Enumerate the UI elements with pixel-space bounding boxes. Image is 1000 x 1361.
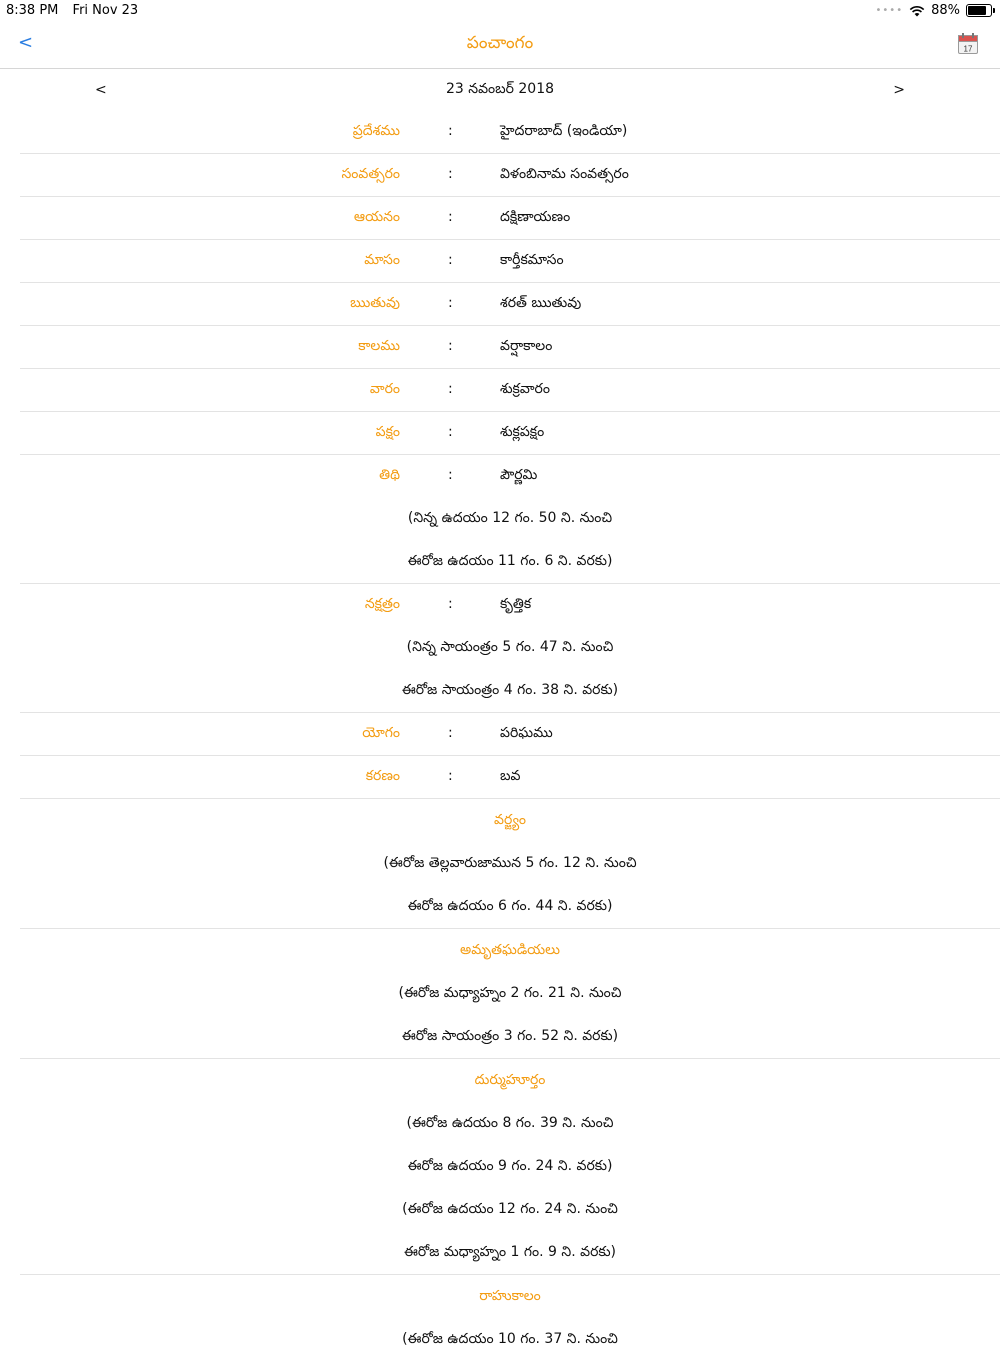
row-value: శుక్లపక్షం bbox=[500, 424, 545, 440]
row-colon: : bbox=[448, 596, 453, 612]
row-value: వర్షాకాలం bbox=[500, 338, 553, 354]
time-range-line: ఈరోజ ఉదయం 6 గం. 44 ని. వరకు) bbox=[407, 898, 613, 914]
time-range-line: (ఈరోజ ఉదయం 10 గం. 37 ని. నుంచి bbox=[402, 1331, 618, 1347]
calendar-icon[interactable] bbox=[958, 33, 978, 54]
row-value: కార్తీకమాసం bbox=[500, 252, 564, 268]
detail-row-varam bbox=[20, 369, 1000, 412]
time-range-line: (నిన్న సాయంత్రం 5 గం. 47 ని. నుంచి bbox=[406, 639, 614, 655]
section-durmuhurtham bbox=[20, 1059, 1000, 1275]
time-range-line: (ఈరోజ తెల్లవారుజామున 5 గం. 12 ని. నుంచి bbox=[383, 855, 637, 871]
time-range-line: ఈరోజ సాయంత్రం 3 గం. 52 ని. వరకు) bbox=[401, 1028, 619, 1044]
battery-icon bbox=[966, 4, 992, 17]
back-button[interactable]: < bbox=[18, 32, 34, 53]
panchangam-list bbox=[20, 111, 1000, 1361]
row-label: ప్రదేశము bbox=[352, 123, 400, 139]
time-range-line: (నిన్న ఉదయం 12 గం. 50 ని. నుంచి bbox=[407, 510, 613, 526]
detail-row-karanam bbox=[20, 756, 1000, 799]
time-range-line: ఈరోజ సాయంత్రం 4 గం. 38 ని. వరకు) bbox=[401, 682, 619, 698]
row-colon: : bbox=[448, 252, 453, 268]
row-colon: : bbox=[448, 467, 453, 483]
row-colon: : bbox=[448, 725, 453, 741]
time-range-line: ఈరోజ మధ్యాహ్నం 1 గం. 9 ని. వరకు) bbox=[403, 1244, 617, 1260]
previous-day-button[interactable]: < bbox=[95, 82, 107, 98]
row-label: ఆయనం bbox=[353, 209, 400, 225]
date-selector bbox=[0, 69, 1000, 111]
row-label: మాసం bbox=[364, 252, 400, 268]
row-value: పరిఘము bbox=[500, 725, 553, 741]
time-range-line: (ఈరోజ మధ్యాహ్నం 2 గం. 21 ని. నుంచి bbox=[398, 985, 622, 1001]
section-varjyam bbox=[20, 799, 1000, 929]
row-colon: : bbox=[448, 166, 453, 182]
row-value: బవ bbox=[500, 768, 521, 784]
row-colon: : bbox=[448, 381, 453, 397]
detail-row-ruthuvu bbox=[20, 283, 1000, 326]
detail-row-pradesham bbox=[20, 111, 1000, 154]
detail-row-samvatsaram bbox=[20, 154, 1000, 197]
row-colon: : bbox=[448, 768, 453, 784]
time-range-line: (ఈరోజ ఉదయం 12 గం. 24 ని. నుంచి bbox=[402, 1201, 618, 1217]
section-title: వర్జ్యం bbox=[494, 812, 526, 828]
row-value: శుక్రవారం bbox=[500, 381, 550, 397]
status-bar bbox=[0, 0, 1000, 22]
detail-row-masam bbox=[20, 240, 1000, 283]
detail-row-kalamu bbox=[20, 326, 1000, 369]
status-date: Fri Nov 23 bbox=[72, 3, 139, 18]
row-value: కృత్తిక bbox=[500, 596, 532, 612]
detail-row-yogam bbox=[20, 713, 1000, 756]
row-label: కరణం bbox=[365, 768, 400, 784]
row-label: తిథి bbox=[379, 467, 400, 483]
row-colon: : bbox=[448, 295, 453, 311]
battery-percent: 88% bbox=[931, 3, 960, 18]
detail-row-paksham bbox=[20, 412, 1000, 455]
signal-dots-icon: •••• bbox=[875, 5, 904, 16]
next-day-button[interactable]: > bbox=[893, 82, 905, 98]
row-value: విళంబినామ సంవత్సరం bbox=[500, 166, 629, 182]
section-title: దుర్ముహూర్తం bbox=[474, 1072, 546, 1088]
row-label: వారం bbox=[369, 381, 400, 397]
row-label: కాలము bbox=[358, 338, 400, 354]
section-rahukalam bbox=[20, 1275, 1000, 1361]
calendar-day: 17 bbox=[963, 44, 973, 54]
row-value: శరత్ ఋతువు bbox=[500, 295, 582, 311]
detail-row-ayanam bbox=[20, 197, 1000, 240]
row-colon: : bbox=[448, 424, 453, 440]
page-title: పంచాంగం bbox=[466, 33, 534, 53]
row-label: ఋతువు bbox=[350, 295, 400, 311]
row-label: సంవత్సరం bbox=[341, 166, 400, 182]
detail-row-nakshatram bbox=[20, 584, 1000, 713]
time-range-line: (ఈరోజ ఉదయం 8 గం. 39 ని. నుంచి bbox=[406, 1115, 614, 1131]
row-colon: : bbox=[448, 123, 453, 139]
section-amruthaghadiyalu bbox=[20, 929, 1000, 1059]
row-label: నక్షత్రం bbox=[364, 596, 400, 612]
detail-row-tithi bbox=[20, 455, 1000, 584]
time-range-line: ఈరోజ ఉదయం 11 గం. 6 ని. వరకు) bbox=[407, 553, 613, 569]
status-time: 8:38 PM bbox=[6, 3, 59, 18]
wifi-icon bbox=[909, 5, 925, 17]
row-label: యోగం bbox=[362, 725, 400, 741]
section-title: రాహుకాలం bbox=[479, 1288, 541, 1304]
section-title: అమృతఘడియలు bbox=[460, 942, 560, 958]
time-range-line: ఈరోజ ఉదయం 9 గం. 24 ని. వరకు) bbox=[407, 1158, 613, 1174]
current-date: 23 నవంబర్ 2018 bbox=[445, 81, 555, 97]
row-value: పౌర్ణమి bbox=[500, 467, 538, 483]
row-label: పక్షం bbox=[375, 424, 400, 440]
row-colon: : bbox=[448, 209, 453, 225]
row-colon: : bbox=[448, 338, 453, 354]
row-value: దక్షిణాయణం bbox=[500, 209, 571, 225]
navigation-bar bbox=[0, 22, 1000, 69]
row-value: హైదరాబాద్ (ఇండియా) bbox=[500, 123, 628, 139]
